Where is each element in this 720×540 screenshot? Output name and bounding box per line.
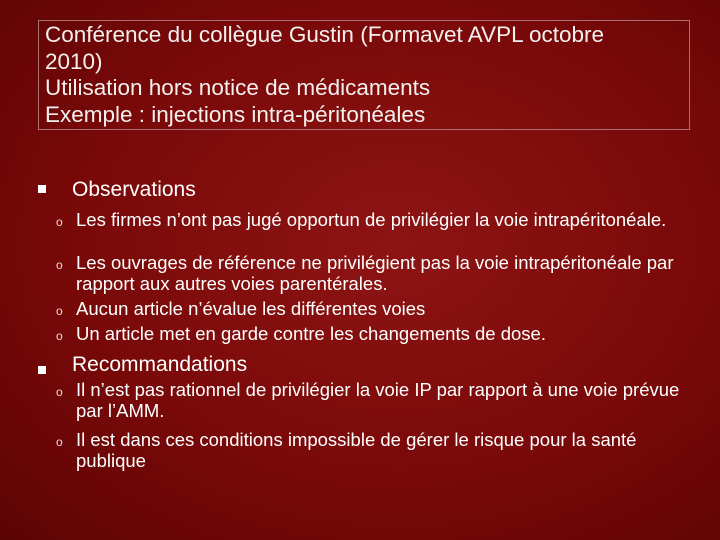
title-line: 2010) [45, 48, 103, 74]
title-line: Conférence du collègue Gustin (Formavet AVPL octobre [45, 22, 605, 47]
list-item-text: Les ouvrages de référence ne privilégient pas la voie intrapéritonéale par rapport aux autres voies parentérales. [76, 252, 674, 294]
circle-bullet-icon: o [56, 215, 63, 229]
square-bullet-icon [38, 366, 46, 374]
list-item-text: Aucun article n’évalue les différentes voies [76, 298, 426, 319]
list-item-text: Les firmes n’ont pas jugé opportun de privilégier la voie intrapéritonéale. [76, 209, 667, 230]
circle-bullet-icon: o [56, 258, 63, 272]
circle-bullet-icon: o [56, 385, 63, 399]
section-label: Observations [72, 178, 196, 201]
list-item-text: Un article met en garde contre les changements de dose. [76, 323, 546, 344]
circle-bullet-icon: o [56, 435, 63, 449]
list-item-text: Il n’est pas rationnel de privilégier la voie IP par rapport à une voie prévue par l’AMM. [76, 379, 680, 421]
circle-bullet-icon: o [56, 329, 63, 343]
section-label: Recommandations [72, 353, 248, 376]
list-item-text: Il est dans ces conditions impossible de gérer le risque pour la santé publique [76, 429, 637, 471]
circle-bullet-icon: o [56, 304, 63, 318]
title-line: Utilisation hors notice de médicaments [45, 75, 431, 100]
slide-title [45, 22, 705, 128]
title-line: Exemple : injections intra-péritonéales [45, 101, 426, 127]
square-bullet-icon [38, 185, 46, 193]
